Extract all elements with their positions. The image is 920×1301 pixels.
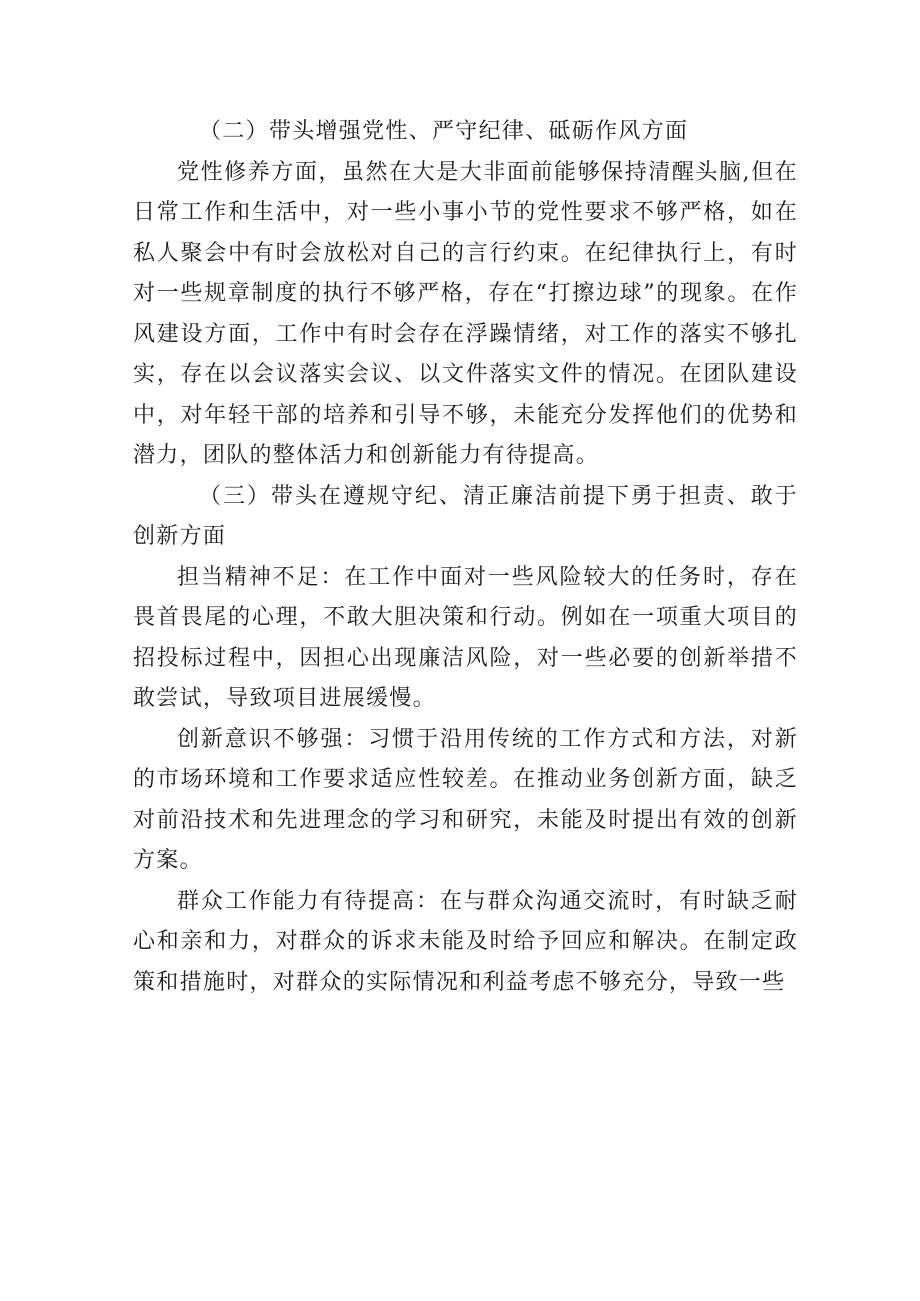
section-heading-3: （三）带头在遵规守纪、清正廉洁前提下勇于担责、敢于创新方面	[133, 483, 798, 549]
document-body	[133, 112, 798, 1003]
section-heading-2: （二）带头增强党性、严守纪律、砥砺作风方面	[199, 119, 689, 144]
paragraph-mass-work: 群众工作能力有待提高：在与群众沟通交流时，有时缺乏耐心和亲和力，对群众的诉求未能及时给予回应和解决。在制定政策和措施时，对群众的实际情况和利益考虑不够充分，导致一些	[133, 888, 798, 995]
paragraph-party-spirit: 党性修养方面，虽然在大是大非面前能够保持清醒头脑,但在日常工作和生活中，对一些小事小节的党性要求不够严格，如在私人聚会中有时会放松对自己的言行约束。在纪律执行上，有时对一些规章制度的执行不够严格，存在“打擦边球”的现象。在作风建设方面，工作中有时会存在浮躁情绪，对工作的落实不够扎实，存在以会议落实会议、以文件落实文件的情况。在团队建设中，对年轻干部的培养和引导不够，未能充分发挥他们的优势和潜力，团队的整体活力和创新能力有待提高。	[133, 159, 798, 468]
paragraph-responsibility: 担当精神不足：在工作中面对一些风险较大的任务时，存在畏首畏尾的心理，不敢大胆决策和行动。例如在一项重大项目的招投标过程中，因担心出现廉洁风险，对一些必要的创新举措不敢尝试，导致项目进展缓慢。	[133, 564, 798, 711]
paragraph-innovation: 创新意识不够强：习惯于沿用传统的工作方式和方法，对新的市场环境和工作要求适应性较差。在推动业务创新方面，缺乏对前沿技术和先进理念的学习和研究，未能及时提出有效的创新方案。	[133, 726, 798, 873]
